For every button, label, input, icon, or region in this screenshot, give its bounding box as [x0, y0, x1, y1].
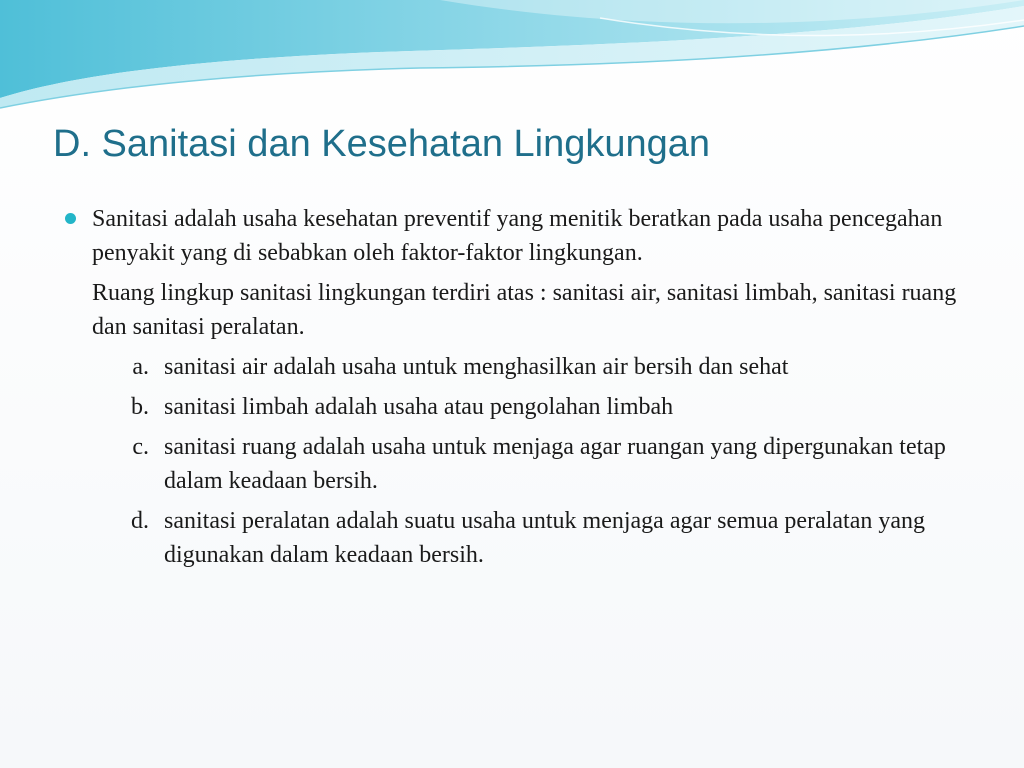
list-item-text: sanitasi air adalah usaha untuk menghasilkan air bersih dan sehat: [164, 354, 789, 380]
list-item-text: sanitasi ruang adalah usaha untuk menjaga agar ruangan yang dipergunakan tetap dalam keadaan bersih.: [164, 434, 946, 494]
list-item: [92, 390, 972, 424]
list-item-text: sanitasi limbah adalah usaha atau pengolahan limbah: [164, 394, 674, 420]
bullet-continuation: Ruang lingkup sanitasi lingkungan terdiri atas : sanitasi air, sanitasi limbah, sanitasi ruang dan sanitasi peralatan.: [92, 280, 957, 340]
list-item: [92, 430, 972, 498]
list-item: [92, 504, 972, 572]
bullet-point: [62, 202, 972, 344]
list-marker: c.: [132, 434, 149, 460]
slide-content: [62, 202, 972, 578]
slide-title: D. Sanitasi dan Kesehatan Lingkungan: [53, 123, 711, 165]
list-marker: a.: [132, 354, 149, 380]
list-marker: b.: [131, 394, 149, 420]
bullet-text: Sanitasi adalah usaha kesehatan preventif yang menitik beratkan pada usaha pencegahan penyakit yang di sebabkan oleh faktor-faktor lingkungan.: [92, 206, 943, 266]
list-item: [92, 350, 972, 384]
bullet-icon: [65, 213, 76, 224]
sanitation-list: [62, 350, 972, 572]
header-wave-decoration: [0, 0, 1024, 130]
list-item-text: sanitasi peralatan adalah suatu usaha untuk menjaga agar semua peralatan yang digunakan dalam keadaan bersih.: [164, 508, 926, 568]
list-marker: d.: [131, 508, 149, 534]
